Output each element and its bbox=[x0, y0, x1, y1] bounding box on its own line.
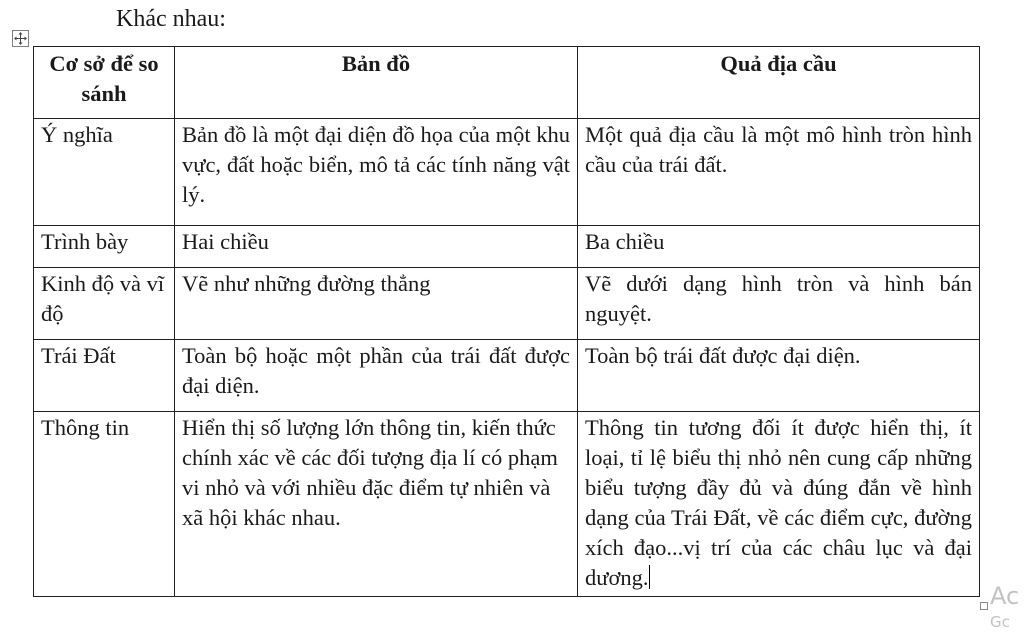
table-row bbox=[34, 226, 980, 268]
comparison-table bbox=[33, 46, 980, 597]
table-header-row bbox=[34, 47, 980, 119]
header-map: Bản đồ bbox=[175, 47, 578, 119]
table-resize-handle[interactable] bbox=[980, 602, 988, 610]
row-criterion: Trình bày bbox=[34, 226, 175, 268]
table-row bbox=[34, 119, 980, 226]
text-cursor bbox=[649, 565, 650, 589]
row-globe-cell[interactable] bbox=[578, 412, 980, 597]
activation-watermark bbox=[990, 584, 1019, 630]
row-criterion: Ý nghĩa bbox=[34, 119, 175, 226]
row-criterion: Kinh độ và vĩ độ bbox=[34, 268, 175, 340]
row-globe-cell: Toàn bộ trái đất được đại diện. bbox=[578, 340, 980, 412]
section-heading: Khác nhau: bbox=[116, 6, 226, 32]
header-basis: Cơ sở để so sánh bbox=[34, 47, 175, 119]
row-map-cell: Bản đồ là một đại diện đồ họa của một khu vực, đất hoặc biển, mô tả các tính năng vật lý. bbox=[175, 119, 578, 226]
row-map-cell: Hiển thị số lượng lớn thông tin, kiến thức chính xác về các đối tượng địa lí có phạm vi nhỏ và với nhiều đặc điểm tự nhiên và xã hội khác nhau. bbox=[175, 412, 578, 597]
table-row bbox=[34, 412, 980, 597]
row-map-cell: Toàn bộ hoặc một phần của trái đất được đại diện. bbox=[175, 340, 578, 412]
row-map-cell: Vẽ như những đường thẳng bbox=[175, 268, 578, 340]
watermark-line-1: Ac bbox=[990, 582, 1020, 610]
row-globe-cell: Vẽ dưới dạng hình tròn và hình bán nguyệt. bbox=[578, 268, 980, 340]
row-criterion: Trái Đất bbox=[34, 340, 175, 412]
row-criterion: Thông tin bbox=[34, 412, 175, 597]
row-globe-cell: Một quả địa cầu là một mô hình tròn hình cầu của trái đất. bbox=[578, 119, 980, 226]
watermark-line-2: Gc bbox=[990, 613, 1010, 631]
row-map-cell: Hai chiều bbox=[175, 226, 578, 268]
header-globe: Quả địa cầu bbox=[578, 47, 980, 119]
table-row bbox=[34, 268, 980, 340]
row-globe-text: Thông tin tương đối ít được hiển thị, ít loại, tỉ lệ biểu thị nhỏ nên cung cấp những biểu tượng đầy đủ và đúng đắn về hình dạng của Trái Đất, về các điểm cực, đường xích đạo...vị trí của các châu lục và đại dương. bbox=[585, 415, 972, 590]
row-globe-cell: Ba chiều bbox=[578, 226, 980, 268]
table-row bbox=[34, 340, 980, 412]
table-move-handle-icon[interactable] bbox=[12, 30, 29, 47]
